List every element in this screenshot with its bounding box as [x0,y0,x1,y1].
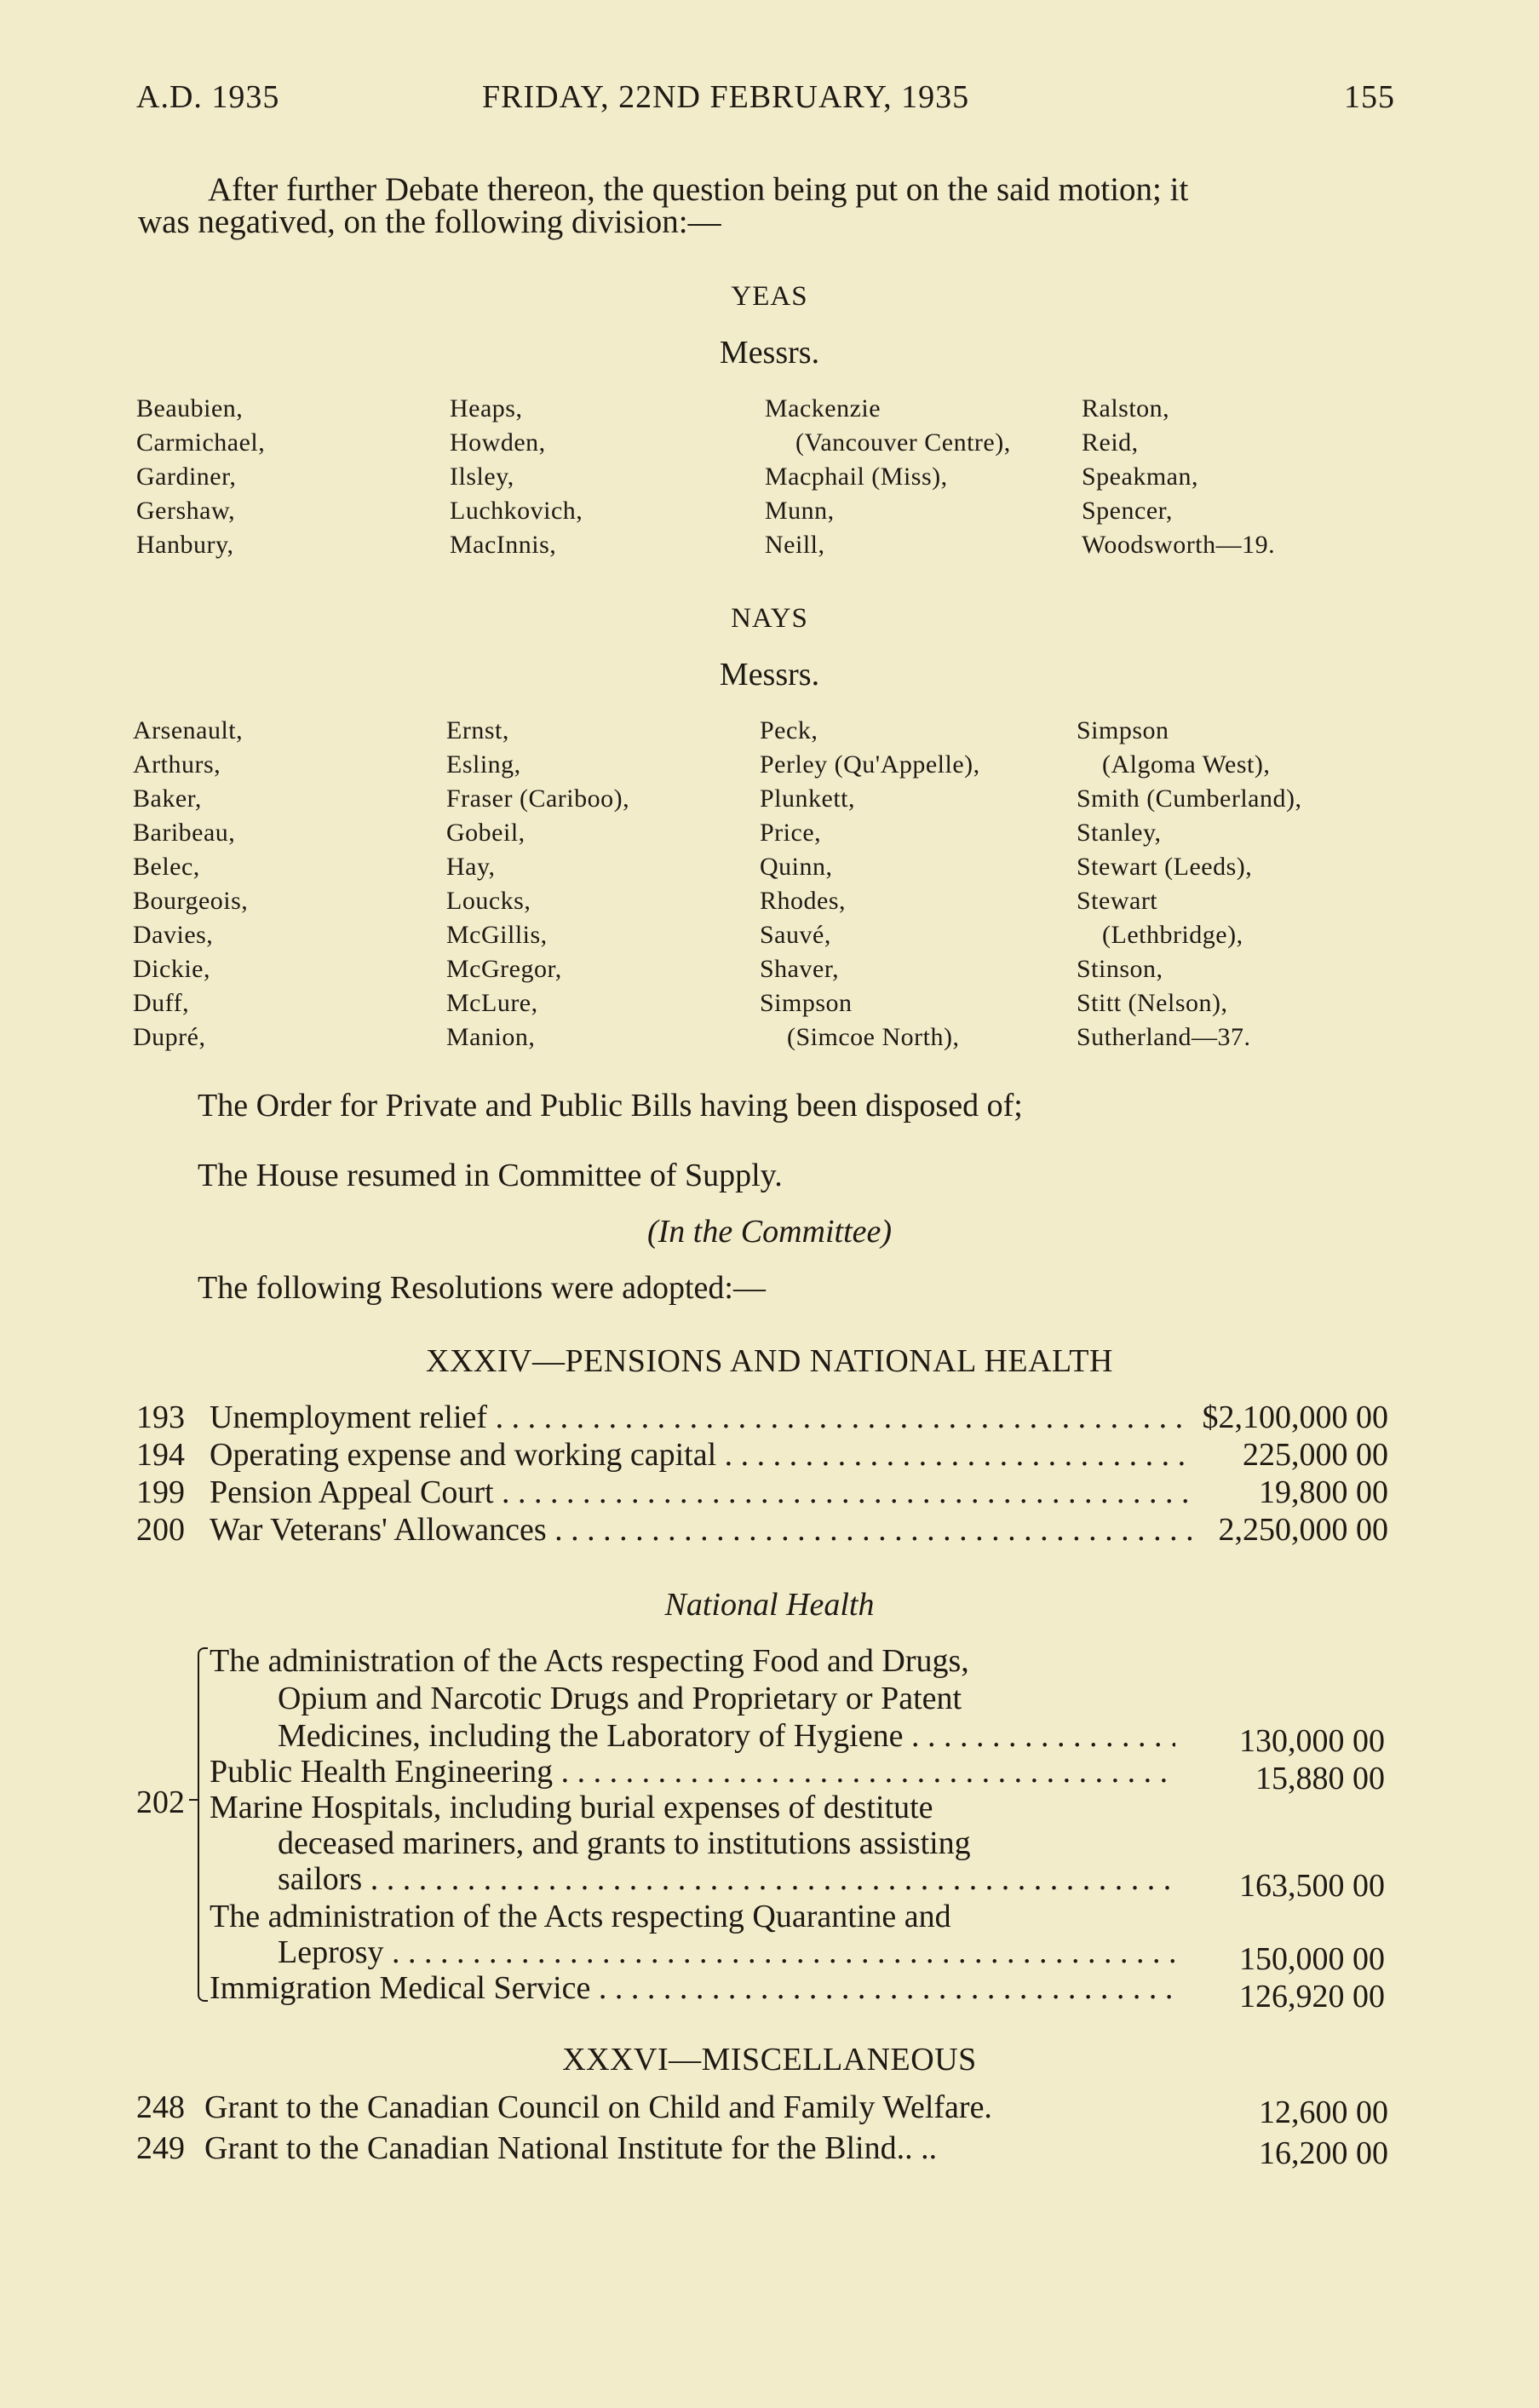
member-name: Quinn, [760,853,833,881]
vote-description: Grant to the Canadian National Institute for the Blind.. .. [204,2130,938,2166]
nh-amount-food-drugs: 130,000 00 [1239,1723,1385,1759]
member-name: Esling, [446,750,521,779]
member-name: Sauvé, [760,921,831,949]
committee-note: (In the Committee) [646,1214,893,1250]
member-name: Luchkovich, [450,497,583,525]
vote-number: 193 [136,1399,185,1435]
page-number: 155 [1344,79,1395,115]
member-name: Speakman, [1082,463,1198,491]
member-name-continued: (Lethbridge), [1102,921,1243,949]
member-name: Smith (Cumberland), [1077,784,1302,813]
member-name: Stewart (Leeds), [1077,853,1253,881]
member-name: Stinson, [1077,955,1163,983]
member-name: Ralston, [1082,394,1170,422]
nh-amount-public-health-engineering: 15,880 00 [1255,1761,1385,1796]
vote-description: Unemployment relief . . . [210,1399,1192,1436]
vote-amount: 2,250,000 00 [1218,1512,1388,1548]
nh-item-food-drugs-line-2: Opium and Narcotic Drugs and Proprietary or Patent [278,1681,962,1716]
yeas-messrs: Messrs. [719,335,820,371]
member-name: Hanbury, [136,531,234,559]
member-name: Munn, [765,497,835,525]
member-name: Gobeil, [446,819,525,847]
member-name: Woodsworth—19. [1082,531,1276,559]
member-name: Spencer, [1082,497,1173,525]
vote-number: 248 [136,2089,185,2125]
member-name: Carmichael, [136,428,266,457]
vote-amount: 225,000 00 [1243,1437,1388,1473]
nays-column-4 [1077,714,1301,1055]
vote-description: Pension Appeal Court . . . [210,1474,1192,1511]
member-name: Neill, [765,531,825,559]
nh-item-marine-hospitals-line-3: sailors . . . [278,1860,1175,1898]
header-date: FRIDAY, 22ND FEBRUARY, 1935 [482,79,970,115]
member-name: Ernst, [446,716,509,744]
nays-column-3 [760,714,980,1055]
member-name: Gershaw, [136,497,236,525]
vote-row [136,1436,1388,1474]
yeas-column-1 [136,392,265,562]
member-name: Baker, [133,784,202,813]
vote-description: Grant to the Canadian Council on Child and Family Welfare. [204,2089,992,2125]
nh-item-food-drugs-line-1: The administration of the Acts respecting Food and Drugs, [210,1643,969,1679]
resolutions-line: The following Resolutions were adopted:— [198,1270,766,1306]
member-name-continued: (Algoma West), [1102,750,1271,779]
member-name: Rhodes, [760,887,846,915]
grouping-brace-point [189,1799,199,1801]
grouping-brace [198,1647,208,2002]
nh-item-quarantine-line-1: The administration of the Acts respecting Quarantine and [210,1899,951,1934]
member-name: MacInnis, [450,531,557,559]
vote-row [136,1399,1388,1436]
member-name: Arsenault, [133,716,244,744]
yeas-column-3 [765,392,1011,562]
intro-line-1: After further Debate thereon, the question being put on the said motion; it [208,171,1189,208]
member-name: Fraser (Cariboo), [446,784,630,813]
vote-row [136,1511,1388,1549]
nh-item-marine-hospitals-line-1: Marine Hospitals, including burial expenses of destitute [210,1790,933,1825]
nh-item-marine-hospitals-line-2: deceased mariners, and grants to institutions assisting [278,1825,971,1861]
vote-description: War Veterans' Allowances . . . [210,1511,1192,1549]
vote-number: 200 [136,1512,185,1548]
nh-amount-immigration-medical: 126,920 00 [1239,1979,1385,2014]
member-name: Hay, [446,853,496,881]
house-line: The House resumed in Committee of Supply. [198,1158,783,1193]
nays-heading: NAYS [731,603,808,634]
member-name: Davies, [133,921,214,949]
member-name: McGregor, [446,955,562,983]
member-name: McLure, [446,989,538,1017]
member-name: Simpson [760,989,853,1017]
member-name: Baribeau, [133,819,236,847]
member-name: Howden, [450,428,546,457]
nh-item-quarantine-line-2: Leprosy . . . [278,1934,1175,1971]
yeas-column-2 [450,392,583,562]
section-34-title: XXXIV—PENSIONS AND NATIONAL HEALTH [426,1343,1113,1379]
vote-description: Operating expense and working capital . . . [210,1436,1192,1474]
section-36-title: XXXVI—MISCELLANEOUS [562,2042,977,2078]
vote-amount: $2,100,000 00 [1202,1399,1388,1435]
vote-row [136,1474,1388,1511]
member-name: Price, [760,819,822,847]
member-name: Heaps, [450,394,523,422]
vote-amount: 16,200 00 [1259,2135,1388,2171]
yeas-heading: YEAS [731,281,808,312]
member-name: Macphail (Miss), [765,463,948,491]
vote-number: 199 [136,1474,185,1510]
member-name-continued: (Vancouver Centre), [795,428,1011,457]
vote-amount: 19,800 00 [1259,1474,1388,1510]
nays-messrs: Messrs. [719,657,820,693]
nh-item-public-health-engineering: Public Health Engineering . . . [210,1753,1175,1790]
nh-item-immigration-medical: Immigration Medical Service . . . [210,1969,1175,2007]
member-name: Reid, [1082,428,1139,457]
member-name: Arthurs, [133,750,221,779]
vote-number-202: 202 [136,1784,185,1820]
header-year: A.D. 1935 [136,79,280,115]
nh-amount-quarantine: 150,000 00 [1239,1941,1385,1977]
member-name: Duff, [133,989,190,1017]
nh-item-food-drugs-line-3: Medicines, including the Laboratory of Hygiene . . . [278,1717,1175,1755]
intro-line-2: was negatived, on the following division:— [138,204,721,240]
nh-amount-marine-hospitals: 163,500 00 [1239,1868,1385,1904]
member-name: Mackenzie [765,394,881,422]
member-name: Shaver, [760,955,840,983]
member-name: Simpson [1077,716,1169,744]
nays-column-1 [133,714,248,1055]
member-name: McGillis, [446,921,548,949]
member-name: Dupré, [133,1023,206,1051]
member-name: Perley (Qu'Appelle), [760,750,980,779]
member-name: Manion, [446,1023,536,1051]
member-name: Gardiner, [136,463,237,491]
member-name: Bourgeois, [133,887,249,915]
order-line: The Order for Private and Public Bills having been disposed of; [198,1088,1023,1124]
nays-column-2 [446,714,629,1055]
member-name: Stewart [1077,887,1158,915]
vote-row [136,2129,1388,2171]
yeas-column-4 [1082,392,1275,562]
member-name: Stanley, [1077,819,1162,847]
member-name: Loucks, [446,887,531,915]
national-health-title: National Health [664,1587,875,1623]
vote-row [136,2089,1388,2130]
member-name: Sutherland—37. [1077,1023,1251,1051]
member-name: Ilsley, [450,463,514,491]
vote-number: 194 [136,1437,185,1473]
member-name: Belec, [133,853,200,881]
member-name: Stitt (Nelson), [1077,989,1228,1017]
member-name-continued: (Simcoe North), [787,1023,960,1051]
member-name: Peck, [760,716,818,744]
vote-number: 249 [136,2130,185,2166]
vote-amount: 12,600 00 [1259,2095,1388,2130]
member-name: Plunkett, [760,784,856,813]
member-name: Beaubien, [136,394,244,422]
member-name: Dickie, [133,955,210,983]
